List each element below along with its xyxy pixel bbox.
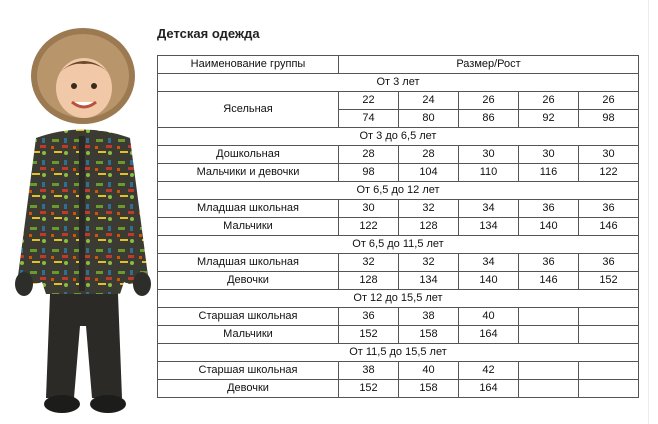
size-value-cell: 40: [399, 362, 459, 380]
size-value-cell: 152: [339, 380, 399, 398]
table-row: [158, 200, 639, 218]
section-heading: От 6,5 до 11,5 лет: [158, 236, 639, 254]
group-label: Девочки: [158, 380, 339, 398]
group-label: Ясельная: [158, 92, 339, 128]
size-value-cell: 74: [339, 110, 399, 128]
section-heading: От 6,5 до 12 лет: [158, 182, 639, 200]
group-label: Младшая школьная: [158, 200, 339, 218]
size-value-cell: 158: [399, 326, 459, 344]
size-value-cell: [519, 362, 579, 380]
size-value-cell: 104: [399, 164, 459, 182]
size-value-cell: [519, 308, 579, 326]
size-value-cell: 80: [399, 110, 459, 128]
table-row: [158, 362, 639, 380]
size-value-cell: 98: [339, 164, 399, 182]
size-value-cell: 128: [399, 218, 459, 236]
section-heading-row: [158, 182, 639, 200]
size-value-cell: 122: [339, 218, 399, 236]
table-row: [158, 254, 639, 272]
size-value-cell: 146: [579, 218, 639, 236]
size-value-cell: 30: [339, 200, 399, 218]
size-chart-table: [157, 55, 639, 398]
size-value-cell: 146: [519, 272, 579, 290]
size-value-cell: 116: [519, 164, 579, 182]
page-title: Детская одежда: [157, 26, 260, 41]
size-value-cell: 36: [519, 254, 579, 272]
section-heading: От 12 до 15,5 лет: [158, 290, 639, 308]
size-value-cell: 24: [399, 92, 459, 110]
table-row: [158, 326, 639, 344]
size-value-cell: 28: [339, 146, 399, 164]
child-illustration: [6, 26, 156, 416]
section-heading-row: [158, 128, 639, 146]
page-border: [648, 0, 649, 424]
size-value-cell: 30: [519, 146, 579, 164]
section-heading-row: [158, 290, 639, 308]
size-value-cell: 134: [459, 218, 519, 236]
size-value-cell: 30: [579, 146, 639, 164]
size-value-cell: 128: [339, 272, 399, 290]
header-row: [158, 56, 639, 74]
table-row: [158, 164, 639, 182]
size-value-cell: 26: [579, 92, 639, 110]
section-heading-row: [158, 74, 639, 92]
group-label: Младшая школьная: [158, 254, 339, 272]
size-value-cell: 32: [399, 200, 459, 218]
group-label: Дошкольная: [158, 146, 339, 164]
size-value-cell: 34: [459, 200, 519, 218]
section-heading: От 11,5 до 15,5 лет: [158, 344, 639, 362]
table-row: [158, 146, 639, 164]
group-label: Девочки: [158, 272, 339, 290]
size-value-cell: 30: [459, 146, 519, 164]
section-heading-row: [158, 344, 639, 362]
section-heading: От 3 лет: [158, 74, 639, 92]
group-label: Старшая школьная: [158, 362, 339, 380]
size-value-cell: 36: [579, 254, 639, 272]
size-value-cell: 98: [579, 110, 639, 128]
table-row: [158, 92, 639, 110]
size-value-cell: 140: [459, 272, 519, 290]
size-value-cell: 26: [519, 92, 579, 110]
size-value-cell: 38: [339, 362, 399, 380]
size-value-cell: 140: [519, 218, 579, 236]
size-value-cell: 42: [459, 362, 519, 380]
size-value-cell: 152: [339, 326, 399, 344]
size-value-cell: 36: [579, 200, 639, 218]
size-value-cell: 38: [399, 308, 459, 326]
size-value-cell: 36: [339, 308, 399, 326]
size-value-cell: 158: [399, 380, 459, 398]
size-value-cell: 28: [399, 146, 459, 164]
size-value-cell: 122: [579, 164, 639, 182]
size-value-cell: [579, 308, 639, 326]
size-value-cell: 110: [459, 164, 519, 182]
size-value-cell: 92: [519, 110, 579, 128]
group-label: Мальчики: [158, 326, 339, 344]
size-value-cell: 26: [459, 92, 519, 110]
table-row: [158, 380, 639, 398]
table-row: [158, 272, 639, 290]
group-label: Старшая школьная: [158, 308, 339, 326]
size-value-cell: 36: [519, 200, 579, 218]
size-value-cell: 32: [399, 254, 459, 272]
section-heading: От 3 до 6,5 лет: [158, 128, 639, 146]
size-value-cell: 22: [339, 92, 399, 110]
size-value-cell: 40: [459, 308, 519, 326]
size-value-cell: [579, 380, 639, 398]
group-label: Мальчики: [158, 218, 339, 236]
size-value-cell: 34: [459, 254, 519, 272]
section-heading-row: [158, 236, 639, 254]
size-value-cell: [519, 326, 579, 344]
header-group-cell: Наименование группы: [158, 56, 339, 74]
child-winter-suit-photo: [6, 26, 156, 416]
size-value-cell: [519, 380, 579, 398]
size-value-cell: [579, 326, 639, 344]
size-value-cell: 86: [459, 110, 519, 128]
size-value-cell: 164: [459, 326, 519, 344]
table-row: [158, 218, 639, 236]
size-value-cell: 32: [339, 254, 399, 272]
size-value-cell: 164: [459, 380, 519, 398]
size-value-cell: [579, 362, 639, 380]
table-row: [158, 308, 639, 326]
group-label: Мальчики и девочки: [158, 164, 339, 182]
size-value-cell: 152: [579, 272, 639, 290]
size-value-cell: 134: [399, 272, 459, 290]
header-size-cell: Размер/Рост: [339, 56, 639, 74]
